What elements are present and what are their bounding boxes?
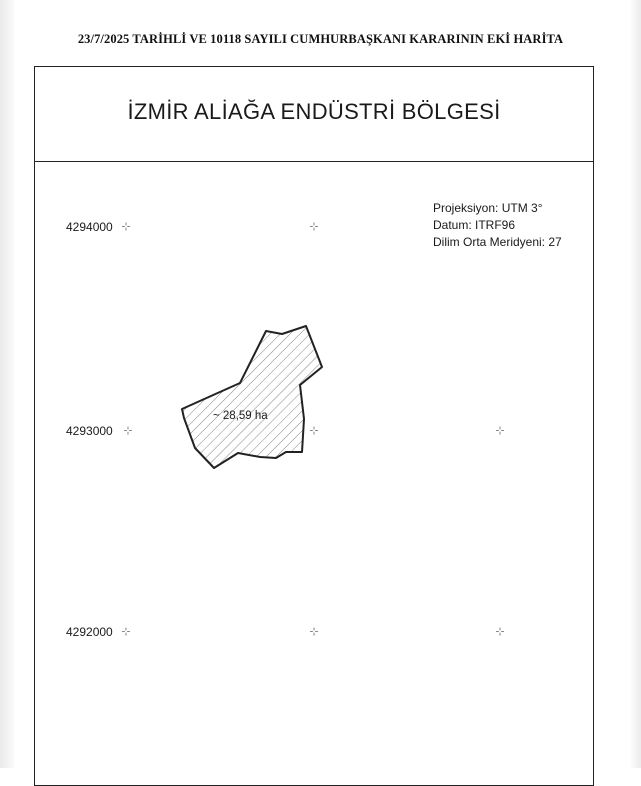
northing-label-4292000: 4292000 xyxy=(66,625,113,639)
grid-cross-icon: ⊹ xyxy=(495,425,505,437)
grid-cross-icon: ⊹ xyxy=(495,626,505,638)
map-title: İZMİR ALİAĞA ENDÜSTRİ BÖLGESİ xyxy=(127,99,501,124)
grid-cross-icon: ⊹ xyxy=(309,221,319,233)
area-label: ~ 28,59 ha xyxy=(213,410,268,422)
grid-cross-icon: ⊹ xyxy=(309,626,319,638)
grid-cross-icon: ⊹ xyxy=(121,221,131,233)
grid-cross-icon: ⊹ xyxy=(309,425,319,437)
document-header: 23/7/2025 TARİHLİ VE 10118 SAYILI CUMHURBAŞKANI KARARININ EKİ HARİTA xyxy=(77,32,564,46)
northing-label-4293000: 4293000 xyxy=(66,424,113,438)
northing-label-4294000: 4294000 xyxy=(66,220,113,234)
meridian-label: Dilim Orta Meridyeni: 27 xyxy=(433,235,562,249)
grid-cross-icon: ⊹ xyxy=(121,626,131,638)
datum-label: Datum: ITRF96 xyxy=(433,218,516,232)
grid-cross-icon: ⊹ xyxy=(123,425,133,437)
projection-label: Projeksiyon: UTM 3° xyxy=(433,201,543,215)
parcel-boundary xyxy=(182,326,322,468)
